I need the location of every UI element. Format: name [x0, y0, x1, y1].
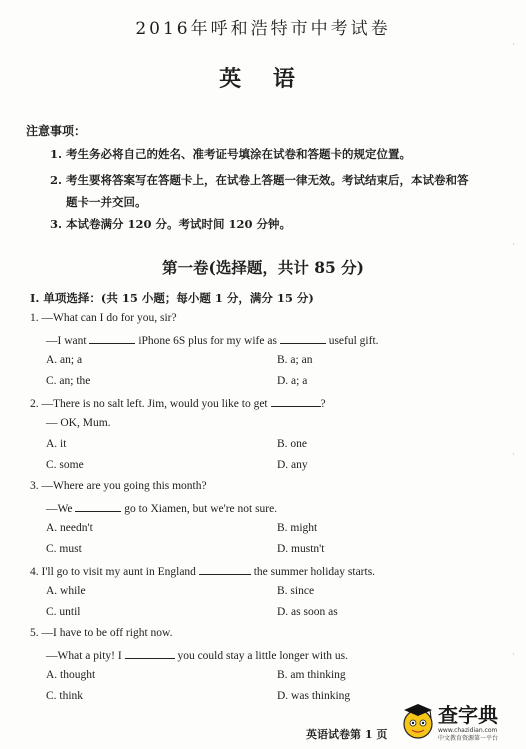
question-3-option-c: C. must [46, 543, 82, 555]
note-item-3: 3. 本试卷满分 120 分。考试时间 120 分钟。 [50, 217, 292, 231]
section-title: 第一卷(选择题，共计 85 分) [161, 258, 365, 277]
note-item-2-cont: 题卡一并交回。 [66, 195, 147, 209]
edge-mark: · [512, 240, 515, 250]
exam-title: 2016年呼和浩特市中考试卷 [135, 19, 391, 39]
question-3-option-d: D. mustn't [277, 543, 325, 555]
graduate-mascot-icon [404, 704, 432, 738]
question-1-option-c: C. an; the [46, 375, 91, 387]
question-5-option-d: D. was thinking [277, 690, 351, 702]
question-1-option-a: A. an; a [46, 354, 83, 366]
question-text: iPhone 6S plus for my wife as [135, 335, 280, 347]
question-text: you could stay a little longer with us. [174, 650, 348, 662]
question-5-option-b: B. am thinking [277, 669, 346, 681]
question-1-line-2 [46, 333, 379, 347]
note-item-1: 1. 考生务必将自己的姓名、准考证号填涂在试卷和答题卡的规定位置。 [50, 147, 412, 161]
question-2-option-d: D. any [277, 459, 308, 471]
question-4-option-d: D. as soon as [277, 606, 338, 618]
question-text: 4. I'll go to visit my aunt in England [30, 566, 199, 578]
answer-blank [280, 333, 326, 344]
question-3-line-1: 3. —Where are you going this month? [30, 480, 207, 492]
question-text: —I want [46, 335, 90, 347]
question-4-option-b: B. since [277, 585, 315, 597]
answer-blank [89, 333, 135, 344]
question-text: the summer holiday starts. [250, 566, 376, 578]
question-2-option-b: B. one [277, 438, 308, 450]
question-text: —What a pity! I [46, 650, 125, 662]
question-1-option-d: D. a; a [277, 375, 308, 387]
note-item-2: 2. 考生要将答案写在答题卡上，在试卷上答题一律无效。考试结束后，本试卷和答 [50, 173, 469, 187]
question-2-option-c: C. some [46, 459, 84, 471]
question-text: 2. —There is no salt left. Jim, would you like to get [30, 398, 271, 410]
answer-blank [75, 501, 121, 512]
edge-mark: · [512, 40, 515, 50]
question-3-line-2 [46, 501, 277, 515]
part-title: Ⅰ. 单项选择：(共 15 小题；每小题 1 分，满分 15 分) [30, 291, 314, 305]
question-5-line-1: 5. —I have to be off right now. [30, 627, 173, 639]
question-2-line-1 [30, 396, 326, 410]
question-text: —We [46, 503, 76, 515]
question-3-option-a: A. needn't [46, 522, 93, 534]
question-5-option-c: C. think [46, 690, 84, 702]
question-2-option-a: A. it [46, 438, 67, 450]
logo-name: 查字典 [438, 703, 498, 727]
question-1-option-b: B. a; an [277, 354, 313, 366]
question-1-line-1: 1. —What can I do for you, sir? [30, 312, 177, 324]
question-5-option-a: A. thought [46, 669, 96, 681]
question-2-line-2: — OK, Mum. [46, 417, 111, 429]
page-footer: 英语试卷第 1 页 [306, 728, 388, 741]
edge-mark: · [512, 650, 515, 660]
logo-tagline: 中文教育资源第一平台 [438, 735, 499, 742]
notes-heading: 注意事项： [26, 124, 87, 138]
question-text: ? [320, 398, 326, 410]
question-text: go to Xiamen, but we're not sure. [121, 503, 278, 515]
edge-mark: · [512, 450, 515, 460]
question-4-line-1 [30, 564, 375, 578]
chazidian-logo [400, 696, 518, 744]
question-4-option-c: C. until [46, 606, 81, 618]
question-5-line-2 [46, 648, 348, 662]
answer-blank [125, 648, 175, 659]
logo-url: www.chazidian.com [438, 727, 498, 734]
question-4-option-a: A. while [46, 585, 86, 597]
subject-title: 英 语 [219, 66, 307, 92]
answer-blank [199, 564, 251, 575]
answer-blank [271, 396, 321, 407]
question-text: useful gift. [325, 335, 379, 347]
question-3-option-b: B. might [277, 522, 318, 534]
